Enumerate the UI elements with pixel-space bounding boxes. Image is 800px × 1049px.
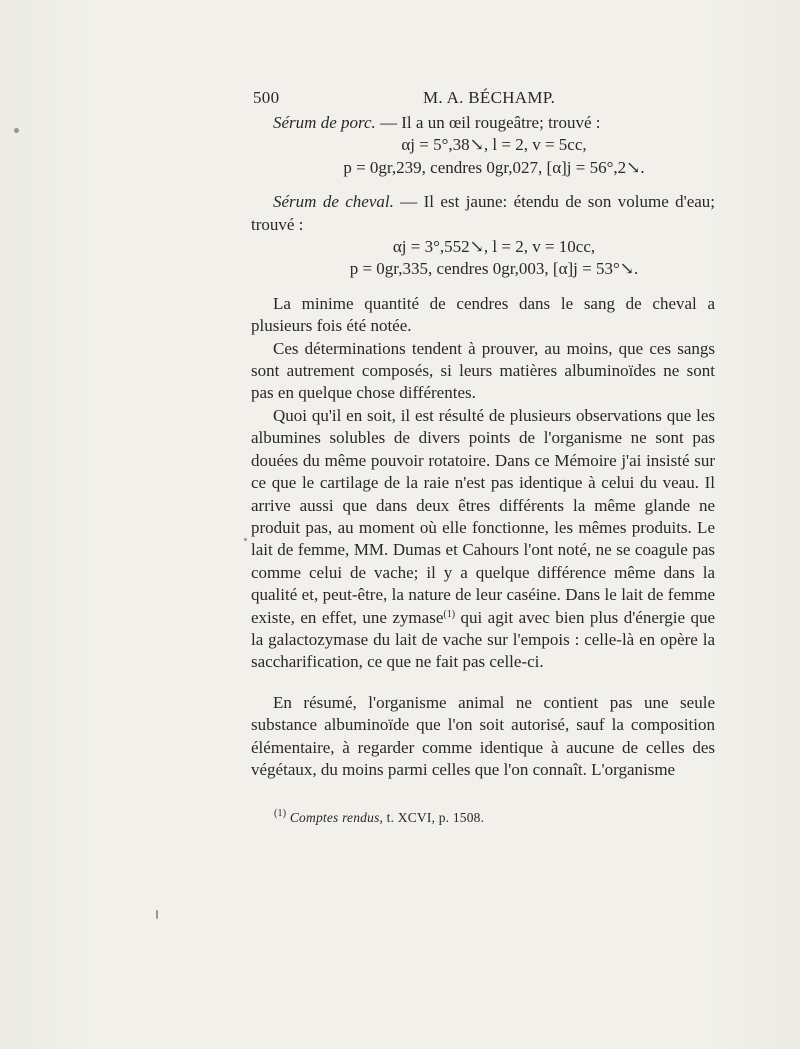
formula-porc-line2: p = 0gr,239, cendres 0gr,027, [α]j = 56°,2↘. [343,157,645,177]
albumines-text-part2: qui agit avec bien plus d'énergie que la galactozymase du lait de vache sur l'empois : celle-là en opère la saccharification, ce que ne fait pas celle-ci. [251,607,715,672]
paper-speck [156,910,158,919]
formula-cheval-line2: p = 0gr,335, cendres 0gr,003, [α]j = 53°↘. [349,259,639,279]
body-text [251,112,715,781]
footnote-title: Comptes rendus, [289,810,384,825]
formula-porc-line1: αj = 5°,38↘, l = 2, v = 5cc, [401,135,587,155]
serum-porc-text: — Il a un œil rougeâtre; trouvé : [375,113,601,132]
paragraph-serum-cheval [251,191,715,236]
formula-cheval-line1: αj = 3°,552↘, l = 2, v = 10cc, [392,237,596,257]
paragraph-determinations: Ces déterminations tendent à prouver, au moins, que ces sangs sont autrement composés, si leurs matières albuminoïdes ne sont pas en quelque chose différentes. [251,338,715,403]
paragraph-serum-porc [251,112,715,134]
albumines-text-part1: Quoi qu'il en soit, il est résulté de plusieurs observations que les albumines solubles de divers points de l'organisme ne sont pas douées du même pouvoir rotatoire. Dans ce Mémoire j'ai insisté sur ce que le cartilage de la raie n'est pas identique à celui du veau. Il arrive aussi que dans deux êtres différents la même glande ne produit pas, au moment où elle fonctionne, les mêmes produits. Le lait de femme, MM. Dumas et Cahours l'ont noté, ne se coagule pas comme celui de vache; il y a quelque différence même dans la qualité et, peut-être, la nature de leur caséine. Dans le lait de femme existe, en effet, une zymase [251,405,715,627]
paragraph-resume: En résumé, l'organisme animal ne contient pas une seule substance albuminoïde que l'on soit autorisé, sauf la composition élémentaire, à regarder comme identique à aucune de celles des végétaux, du moins parmi celles que l'on connaît. L'organisme [251,692,715,779]
footnote [274,810,484,826]
paper-speck [244,538,247,541]
footnote-mark: (1) [274,808,287,819]
running-title: M. A. BÉCHAMP. [423,88,556,107]
serum-cheval-label: Sérum de cheval. [273,192,394,212]
paper-speck [14,128,19,133]
serum-cheval-text: — Il est jaune: étendu de son volume d'eau; trouvé : [251,192,716,234]
serum-porc-label: Sérum de porc. [273,113,376,132]
footnote-reference[interactable]: (1) [443,608,456,620]
footnote-reference-text: t. XCVI, p. 1508. [383,810,485,825]
page-number: 500 [253,88,280,107]
paragraph-albumines [251,405,715,674]
paragraph-cendres: La minime quantité de cendres dans le sang de cheval a plusieurs fois été notée. [251,293,715,336]
